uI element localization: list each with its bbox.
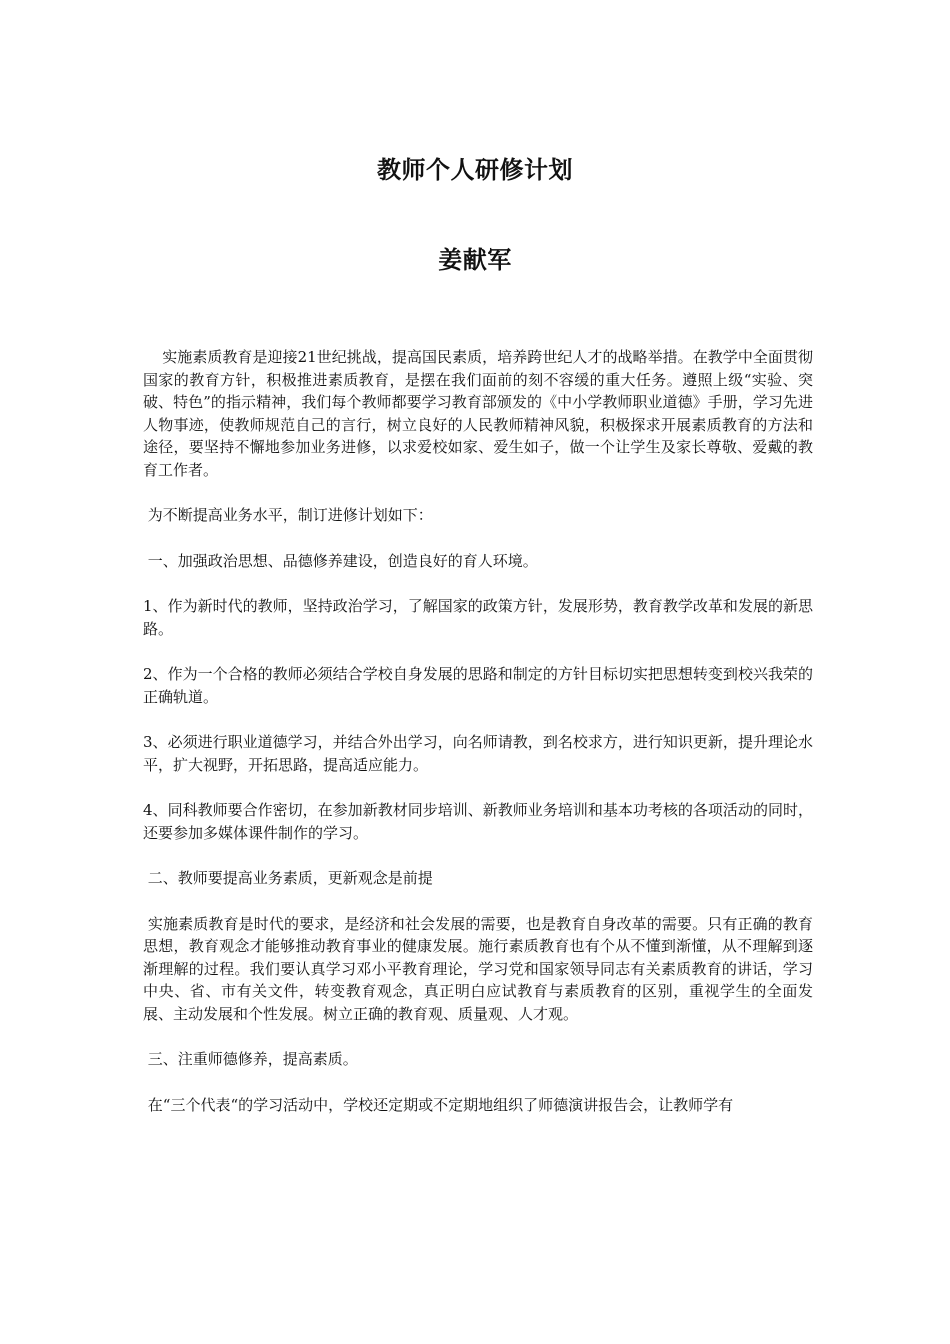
section-heading-1: 一、加强政治思想、品德修养建设，创造良好的育人环境。 (143, 551, 538, 570)
list-item-3: 3、必须进行职业道德学习，并结合外出学习，向名师请教，到名校求方，进行知识更新，提升理论水平，扩大视野，开拓思路，提高适应能力。 (143, 733, 813, 774)
list-item-2: 2、作为一个合格的教师必须结合学校自身发展的思路和制定的方针目标切实把思想转变到校兴我荣的正确轨道。 (143, 665, 813, 706)
section-heading-2: 二、教师要提高业务素质，更新观念是前提 (143, 869, 433, 887)
document-body (143, 346, 813, 1116)
paragraph-intro: 实施素质教育是迎接21世纪挑战，提高国民素质，培养跨世纪人才的战略举措。在教学中全面贯彻国家的教育方针，积极推进素质教育，是摆在我们面前的刻不容缓的重大任务。遵照上级“实验、突破、特色”的指示精神，我们每个教师都要学习教育部颁发的《中小学教师职业道德》手册，学习先进人物事迹，使教师规范自己的言行，树立良好的人民教师精神风貌，积极探求开展素质教育的方法和途径，要坚持不懈地参加业务进修，以求爱校如家、爱生如子，做一个让学生及家长尊敬、爱戴的教育工作者。 (143, 348, 813, 479)
document-author: 姜献军 (438, 245, 512, 274)
list-item-4: 4、同科教师要合作密切，在参加新教材同步培训、新教师业务培训和基本功考核的各项活动的同时，还要参加多媒体课件制作的学习。 (143, 801, 813, 842)
section-heading-3: 三、注重师德修养，提高素质。 (143, 1050, 358, 1068)
document-title: 教师个人研修计划 (377, 155, 573, 184)
paragraph-plan-lead: 为不断提高业务水平，制订进修计划如下： (143, 506, 433, 524)
list-item-1: 1、作为新时代的教师，坚持政治学习，了解国家的政策方针，发展形势，教育教学改革和发展的新思路。 (143, 597, 813, 638)
paragraph-section-2: 实施素质教育是时代的要求，是经济和社会发展的需要，也是教育自身改革的需要。只有正确的教育思想，教育观念才能够推动教育事业的健康发展。施行素质教育也有个从不懂到渐懂，从不理解到逐渐理解的过程。我们要认真学习邓小平教育理论，学习党和国家领导同志有关素质教育的讲话，学习中央、省、市有关文件，转变教育观念，真正明白应试教育与素质教育的区别，重视学生的全面发展、主动发展和个性发展。树立正确的教育观、质量观、人才观。 (143, 914, 813, 1023)
paragraph-section-3: 在“三个代表“的学习活动中，学校还定期或不定期地组织了师德演讲报告会，让教师学有 (143, 1095, 734, 1114)
